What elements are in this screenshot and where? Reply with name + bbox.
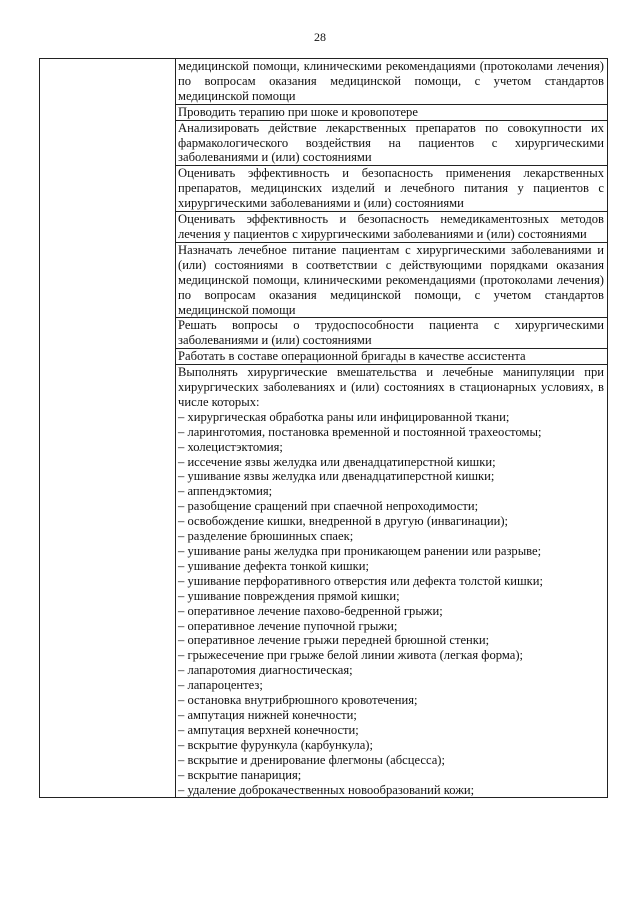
list-item: – ушивание дефекта тонкой кишки; [178,558,369,573]
list-item: – вскрытие и дренирование флегмоны (абсцесса); [178,752,445,767]
interventions-intro: Выполнять хирургические вмешательства и лечебные манипуляции при хирургических заболеваниях и (или) состояниях в стационарных условиях, в числе которых: [178,365,604,409]
list-item: – аппендэктомия; [178,484,273,499]
table-cell: Решать вопросы о трудоспособности пациента с хирургическими заболеваниями и (или) состояниями [176,318,608,349]
list-item: – удаление доброкачественных новообразований кожи; [178,782,475,797]
table-row [40,59,608,105]
list-item: – иссечение язвы желудка или двенадцатиперстной кишки; [178,454,496,469]
list-item: – хирургическая обработка раны или инфицированной ткани; [178,409,510,424]
list-item: – ушивание язвы желудка или двенадцатиперстной кишки; [178,469,495,484]
list-item: – ампутация верхней конечности; [178,722,359,737]
list-item: – разделение брюшинных спаек; [178,529,354,544]
table-cell: Анализировать действие лекарственных препаратов по совокупности их фармакологического воздействия на пациентов с хирургическими заболеваниями и (или) состояниями [176,120,608,166]
list-item: – лапароцентез; [178,678,263,693]
list-item: – ушивание перфоративного отверстия или дефекта толстой кишки; [178,573,544,588]
table-cell: медицинской помощи, клиническими рекомендациями (протоколами лечения) по вопросам оказания медицинской помощи, с учетом стандартов медицинской помощи [176,59,608,105]
table-cell: Назначать лечебное питание пациентам с хирургическими заболеваниями и (или) состояниями в соответствии с действующими порядками оказания медицинской помощи, клиническими рекомендациями (протоколами лечения) по вопросам оказания медицинской помощи, с учетом стандартов медицинской помощи [176,242,608,318]
table-cell: Работать в составе операционной бригады в качестве ассистента [176,349,608,365]
list-item: – освобождение кишки, внедренной в другую (инвагинации); [178,514,509,529]
list-item: – оперативное лечение пупочной грыжи; [178,618,398,633]
list-item: – остановка внутрибрюшного кровотечения; [178,693,418,708]
interventions-list [178,410,604,798]
list-item: – разобщение сращений при спаечной непроходимости; [178,499,479,514]
list-item: – вскрытие фурункула (карбункула); [178,737,374,752]
list-item: – лапаротомия диагностическая; [178,663,353,678]
interventions-cell [176,365,608,798]
list-item: – ушивание раны желудка при проникающем ранении или разрыве; [178,544,542,558]
table-cell: Оценивать эффективность и безопасность применения лекарственных препаратов, медицинских изделий и лечебного питания у пациентов с хирургическими заболеваниями и (или) состояниями [176,166,608,212]
list-item: – ларинготомия, постановка временной и постоянной трахеостомы; [178,424,542,439]
competency-table [39,58,608,798]
list-item: – грыжесечение при грыже белой линии живота (легкая форма); [178,648,524,663]
list-item: – холецистэктомия; [178,439,283,454]
list-item: – оперативное лечение пахово-бедренной грыжи; [178,603,443,618]
table-cell: Проводить терапию при шоке и кровопотере [176,104,608,120]
table-cell: Оценивать эффективность и безопасность немедикаментозных методов лечения у пациентов с хирургическими заболеваниями и (или) состояниями [176,212,608,243]
list-item: – ушивание повреждения прямой кишки; [178,588,400,603]
page-number: 28 [314,30,326,44]
left-empty-cell [40,59,176,798]
list-item: – вскрытие панариция; [178,767,302,782]
list-item: – оперативное лечение грыжи передней брюшной стенки; [178,633,490,648]
list-item: – ампутация нижней конечности; [178,707,357,722]
